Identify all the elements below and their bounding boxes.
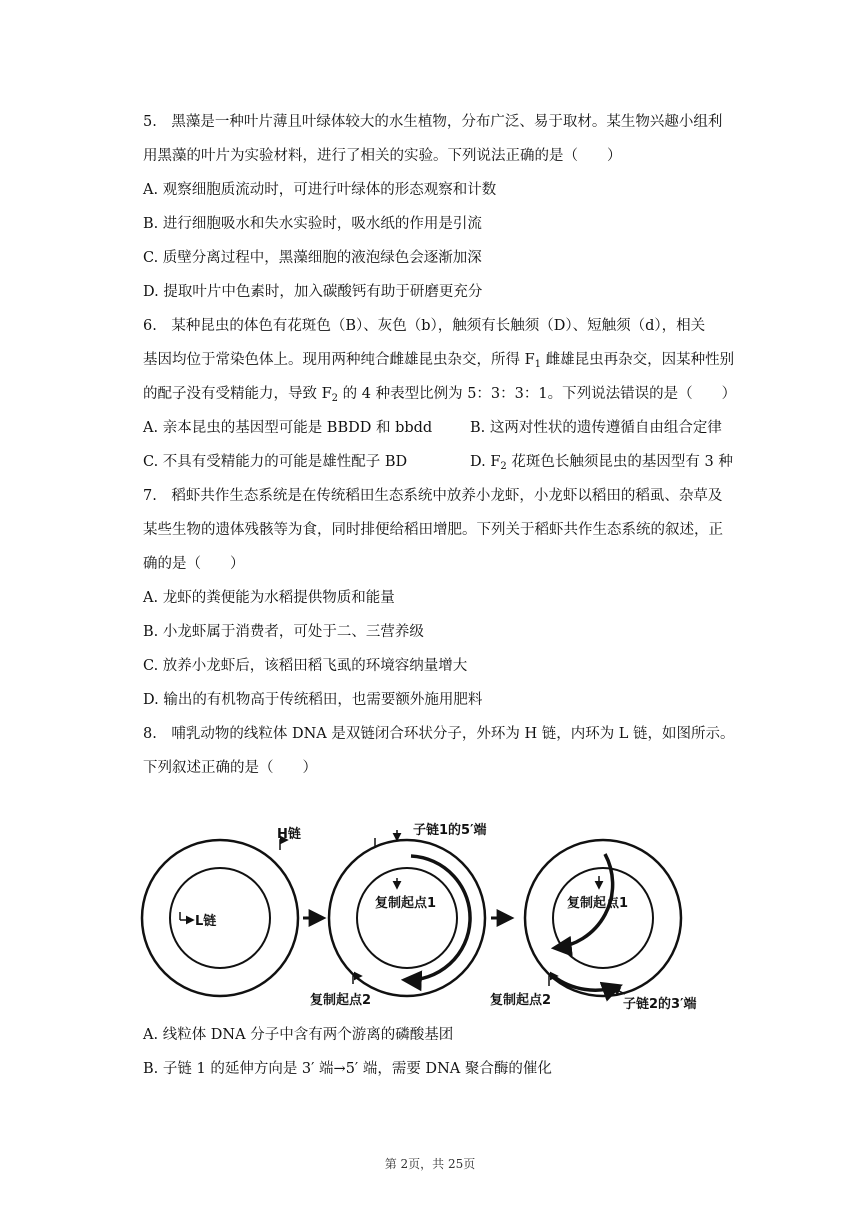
q6-option-c: C. 不具有受精能力的可能是雄性配子 BD — [143, 454, 408, 470]
mtdna-replication-diagram — [135, 808, 735, 1018]
q7-stem-line-3: 确的是（ ） — [143, 556, 245, 572]
q5-stem-line-1: 5. 黑藻是一种叶片薄且叶绿体较大的水生植物，分布广泛、易于取材。某生物兴趣小组利 — [143, 114, 723, 130]
q8-stem-line-2: 下列叙述正确的是（ ） — [143, 760, 317, 776]
origin-2-label-a: 复制起点2 — [310, 993, 372, 1008]
daughter-chain-1-5end-label: 子链1的5′端 — [413, 823, 487, 838]
daughter-chain-2-arrow — [553, 976, 619, 990]
q5-option-c: C. 质壁分离过程中，黑藻细胞的液泡绿色会逐渐加深 — [143, 250, 482, 266]
q6-option-d: D. $F_2$ 花斑色长触须昆虫的基因型有 3 种 — [470, 454, 733, 472]
origin-1-label-b: 复制起点1 — [567, 896, 629, 911]
q7-stem-line-1: 7. 稻虾共作生态系统是在传统稻田生态系统中放养小龙虾，小龙虾以稻田的稻虱、杂草及 — [143, 488, 723, 504]
q5-option-b: B. 进行细胞吸水和失水实验时，吸水纸的作用是引流 — [143, 216, 482, 232]
q5-option-d: D. 提取叶片中色素时，加入碳酸钙有助于研磨更充分 — [143, 284, 483, 300]
q8-option-a: A. 线粒体 DNA 分子中含有两个游离的磷酸基团 — [143, 1027, 454, 1043]
q5-stem-line-2: 用黑藻的叶片为实验材料，进行了相关的实验。下列说法正确的是（ ） — [143, 148, 622, 164]
q7-option-a: A. 龙虾的粪便能为水稻提供物质和能量 — [143, 590, 395, 606]
q7-stem-line-2: 某些生物的遗体残骸等为食，同时排便给稻田增肥。下列关于稻虾共作生态系统的叙述，正 — [143, 522, 723, 538]
origin-1-label-a: 复制起点1 — [375, 896, 437, 911]
mtdna-circle-1 — [142, 826, 301, 996]
q8-option-b: B. 子链 1 的延伸方向是 3′ 端→5′ 端，需要 DNA 聚合酶的催化 — [143, 1061, 552, 1077]
daughter-chain-2-3end-label: 子链2的3′端 — [623, 997, 697, 1012]
q8-stem-line-1: 8. 哺乳动物的线粒体 DNA 是双链闭合环状分子，外环为 H 链，内环为 L 链，如图所示。 — [143, 726, 735, 742]
q6-option-a: A. 亲本昆虫的基因型可能是 BBDD 和 bbdd — [143, 420, 433, 436]
q7-option-c: C. 放养小龙虾后，该稻田稻飞虱的环境容纳量增大 — [143, 658, 468, 674]
mtdna-circle-2 — [310, 822, 487, 1008]
origin-2-label-b: 复制起点2 — [490, 993, 552, 1008]
q7-option-b: B. 小龙虾属于消费者，可处于二、三营养级 — [143, 624, 424, 640]
q6-option-b: B. 这两对性状的遗传遵循自由组合定律 — [470, 420, 722, 436]
q5-option-a: A. 观察细胞质流动时，可进行叶绿体的形态观察和计数 — [143, 182, 497, 198]
q6-stem-line-1: 6. 某种昆虫的体色有花斑色（B）、灰色（b），触须有长触须（D）、短触须（d），相关 — [143, 318, 706, 334]
mtdna-circle-3 — [490, 840, 697, 1012]
q6-stem-line-3: 的配子没有受精能力，导致 $F_2$ 的 4 种表型比例为 5：3：3：1。下列说法错误的是（ ） — [143, 386, 737, 404]
q7-option-d: D. 输出的有机物高于传统稻田，也需要额外施用肥料 — [143, 692, 483, 708]
h-chain-label: H链 — [277, 827, 301, 842]
daughter-chain-1-arrow-a — [405, 856, 470, 980]
l-chain-label: L链 — [195, 914, 217, 929]
q6-stem-line-2: 基因均位于常染色体上。现用两种纯合雌雄昆虫杂交，所得 $F_1$ 雌雄昆虫再杂交，因某种性别 — [143, 352, 735, 370]
page-footer: 第 2页，共 25页 — [384, 1157, 476, 1171]
